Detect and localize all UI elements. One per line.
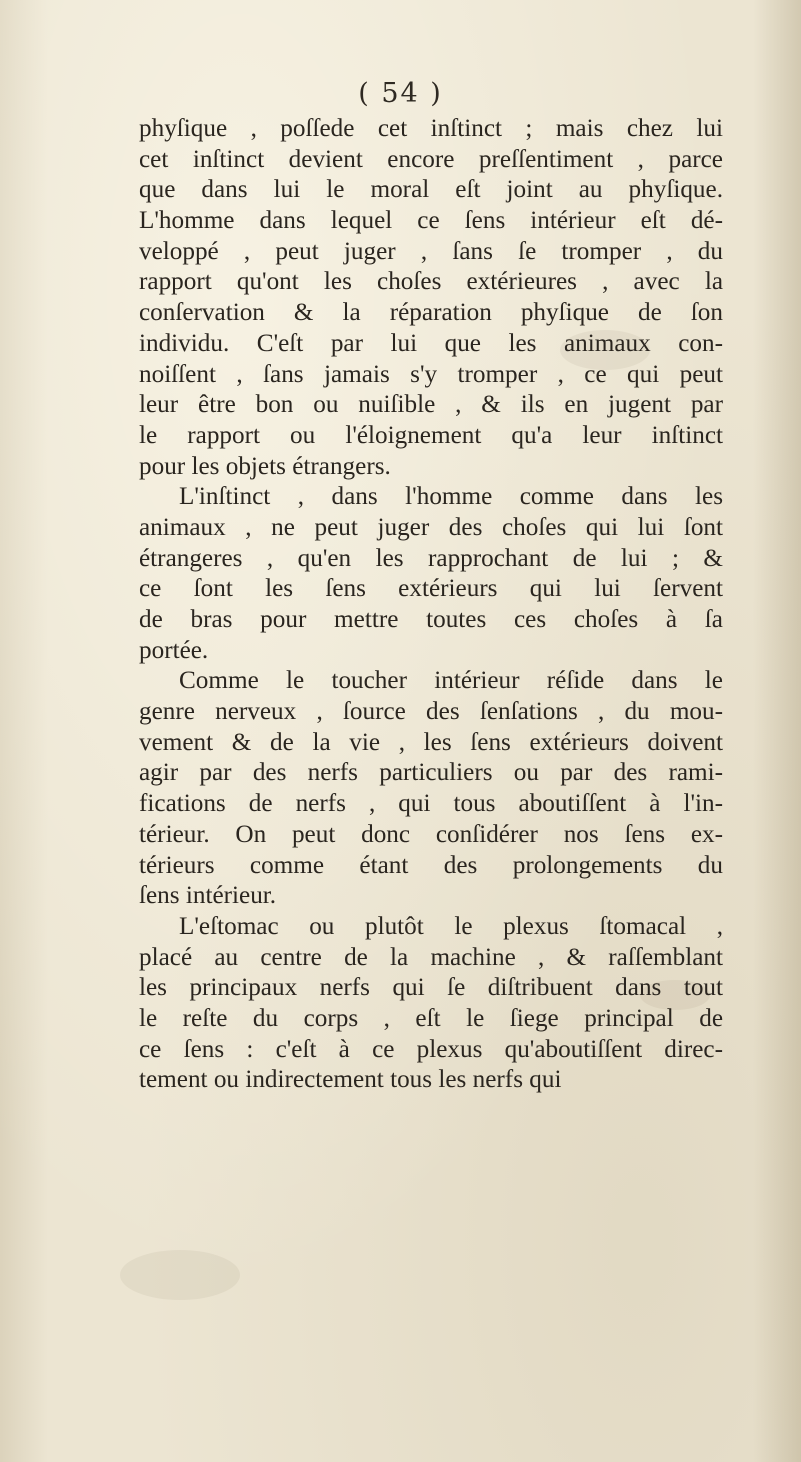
- text-line: tement ou indirectement tous les nerfs qui: [139, 1066, 562, 1094]
- text-line: térieur. On peut donc conſidérer nos ſens ex-: [139, 820, 723, 848]
- text-line: pour les objets étrangers.: [139, 452, 391, 480]
- text-line: animaux , ne peut juger des choſes qui lui ſont: [139, 513, 723, 541]
- text-line: L'inſtinct , dans l'homme comme dans les: [179, 483, 723, 511]
- text-line: noiſſent , ſans jamais s'y tromper , ce qui peut: [139, 360, 723, 388]
- text-line: genre nerveux , ſource des ſenſations , du mou-: [139, 698, 723, 726]
- text-line: que dans lui le moral eſt joint au phyſique.: [139, 176, 723, 204]
- text-line: individu. C'eſt par lui que les animaux con-: [139, 329, 723, 357]
- text-line: phyſique , poſſede cet inſtinct ; mais chez lui: [139, 115, 723, 142]
- text-line: ſens intérieur.: [139, 882, 277, 910]
- text-line: fications de nerfs , qui tous aboutiſſent à l'in-: [139, 790, 723, 818]
- text-line: agir par des nerfs particuliers ou par des rami-: [139, 759, 723, 787]
- text-line: de bras pour mettre toutes ces choſes à ſa: [139, 606, 723, 633]
- text-line: vement & de la vie , les ſens extérieurs doivent: [139, 728, 723, 756]
- text-line: ce ſont les ſens extérieurs qui lui ſervent: [139, 575, 723, 603]
- text-line: L'homme dans lequel ce ſens intérieur eſt dé-: [139, 207, 723, 235]
- paper-stain: [120, 1250, 240, 1300]
- text-line: placé au centre de la machine , & raſſemblant: [139, 943, 723, 971]
- page-number: ( 54 ): [358, 78, 443, 109]
- text-line: étrangeres , qu'en les rapprochant de lui ; &: [139, 544, 723, 572]
- text-line: ce ſens : c'eſt à ce plexus qu'aboutiſſent direc-: [139, 1035, 723, 1063]
- text-line: térieurs comme étant des prolongements du: [139, 851, 723, 879]
- text-line: les principaux nerfs qui ſe diſtribuent dans tout: [139, 974, 723, 1002]
- text-line: le rapport ou l'éloignement qu'a leur inſtinct: [139, 421, 723, 449]
- text-line: le reſte du corps , eſt le ſiege principal de: [139, 1004, 723, 1032]
- text-line: L'eſtomac ou plutôt le plexus ſtomacal ,: [179, 912, 723, 940]
- text-line: Comme le toucher intérieur réſide dans le: [179, 667, 723, 695]
- text-line: cet inſtinct devient encore preſſentiment , parce: [139, 145, 723, 173]
- text-line: veloppé , peut juger , ſans ſe tromper , du: [139, 237, 723, 265]
- text-line: rapport qu'ont les choſes extérieures , avec la: [139, 268, 723, 296]
- body-text: [139, 114, 723, 1096]
- text-line: leur être bon ou nuiſible , & ils en jugent par: [139, 391, 723, 419]
- text-line: portée.: [139, 636, 209, 664]
- text-line: conſervation & la réparation phyſique de ſon: [139, 299, 723, 327]
